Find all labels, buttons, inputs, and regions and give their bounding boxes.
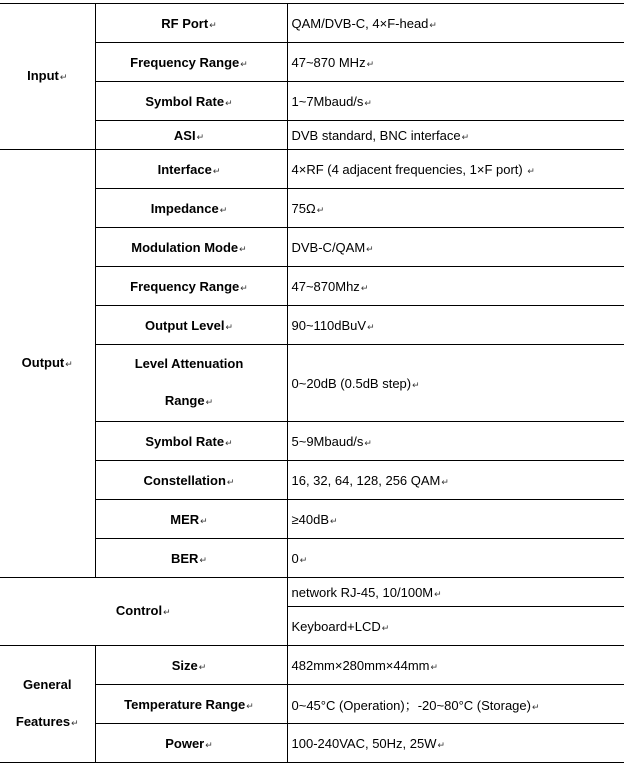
value-impedance bbox=[287, 189, 624, 228]
param-label: ASI bbox=[173, 127, 196, 143]
value-network bbox=[287, 578, 624, 607]
param-power bbox=[95, 724, 287, 763]
value-text: 47~870 MHz bbox=[291, 54, 366, 70]
value-text: 75Ω bbox=[291, 200, 316, 216]
param-symbol-rate bbox=[95, 422, 287, 461]
paragraph-mark: ↵ bbox=[461, 131, 470, 142]
value-text: network RJ-45, 10/100M bbox=[291, 584, 434, 600]
paragraph-mark: ↵ bbox=[225, 437, 233, 448]
value-frequency-range bbox=[287, 267, 624, 306]
value-text: DVB standard, BNC interface bbox=[291, 127, 461, 143]
paragraph-mark: ↵ bbox=[225, 321, 233, 332]
param-label: Interface bbox=[157, 161, 212, 177]
value-size bbox=[287, 646, 624, 685]
group-label: Control bbox=[115, 603, 163, 618]
param-label: Symbol Rate bbox=[145, 93, 225, 109]
value-text: 0 bbox=[291, 550, 299, 566]
paragraph-mark: ↵ bbox=[205, 397, 214, 407]
group-control bbox=[0, 578, 287, 646]
param-size bbox=[95, 646, 287, 685]
param-label: MER bbox=[170, 511, 200, 527]
value-text: 90~110dBuV bbox=[291, 317, 367, 333]
value-text: Keyboard+LCD bbox=[291, 618, 381, 634]
param-symbol-rate bbox=[95, 82, 287, 121]
paragraph-mark: ↵ bbox=[225, 97, 233, 108]
group-label: Input bbox=[27, 68, 59, 83]
param-label: Frequency Range bbox=[130, 278, 240, 294]
paragraph-mark: ↵ bbox=[239, 243, 247, 254]
param-constellation bbox=[95, 461, 287, 500]
table-row bbox=[0, 646, 624, 685]
param-temperature-range bbox=[95, 685, 287, 724]
group-label-line2: Features bbox=[15, 714, 71, 729]
param-interface bbox=[95, 150, 287, 189]
param-level-attenuation-range bbox=[95, 345, 287, 422]
paragraph-mark: ↵ bbox=[366, 243, 374, 254]
group-label-line1: General bbox=[23, 677, 72, 692]
value-text: 47~870Mhz bbox=[291, 278, 360, 294]
paragraph-mark: ↵ bbox=[429, 19, 437, 30]
value-symbol-rate bbox=[287, 82, 624, 121]
value-temperature-range bbox=[287, 685, 624, 724]
value-text: 1~7Mbaud/s bbox=[291, 93, 364, 109]
value-text: ≥40dB bbox=[291, 511, 329, 527]
param-label: RF Port bbox=[161, 15, 209, 31]
group-output bbox=[0, 150, 95, 578]
param-label: Modulation Mode bbox=[131, 239, 239, 255]
group-input bbox=[0, 4, 95, 150]
paragraph-mark: ↵ bbox=[200, 515, 208, 526]
value-symbol-rate bbox=[287, 422, 624, 461]
paragraph-mark: ↵ bbox=[240, 282, 248, 293]
paragraph-mark: ↵ bbox=[219, 204, 228, 215]
paragraph-mark: ↵ bbox=[330, 515, 338, 526]
value-text: DVB-C/QAM bbox=[291, 239, 366, 255]
param-label: Frequency Range bbox=[130, 54, 240, 70]
param-frequency-range bbox=[95, 267, 287, 306]
paragraph-mark: ↵ bbox=[430, 661, 439, 672]
paragraph-mark: ↵ bbox=[381, 622, 390, 633]
table-row bbox=[0, 150, 624, 189]
spec-table bbox=[0, 3, 624, 763]
param-label: Power bbox=[165, 735, 205, 751]
param-label-line2: Range bbox=[164, 393, 205, 408]
param-rf-port bbox=[95, 4, 287, 43]
value-level-attenuation-range bbox=[287, 345, 624, 422]
param-label-line1: Level Attenuation bbox=[134, 356, 244, 371]
paragraph-mark: ↵ bbox=[196, 131, 205, 142]
value-text: 482mm×280mm×44mm bbox=[291, 657, 430, 673]
value-text: QAM/DVB-C, 4×F-head bbox=[291, 15, 429, 31]
value-frequency-range bbox=[287, 43, 624, 82]
value-text: 100-240VAC, 50Hz, 25W bbox=[291, 735, 437, 751]
param-label: BER bbox=[171, 550, 199, 566]
paragraph-mark: ↵ bbox=[531, 701, 540, 712]
table-row bbox=[0, 4, 624, 43]
value-power bbox=[287, 724, 624, 763]
value-text: 5~9Mbaud/s bbox=[291, 433, 364, 449]
paragraph-mark: ↵ bbox=[364, 437, 372, 448]
value-ber bbox=[287, 539, 624, 578]
paragraph-mark: ↵ bbox=[437, 739, 446, 750]
group-general-features bbox=[0, 646, 95, 763]
param-impedance bbox=[95, 189, 287, 228]
value-text: 16, 32, 64, 128, 256 QAM bbox=[291, 472, 441, 488]
param-label: Temperature Range bbox=[124, 696, 246, 712]
value-text: 4×RF (4 adjacent frequencies, 1×F port) bbox=[291, 161, 523, 177]
value-output-level bbox=[287, 306, 624, 345]
param-output-level bbox=[95, 306, 287, 345]
paragraph-mark: ↵ bbox=[246, 700, 254, 711]
param-label: Symbol Rate bbox=[145, 433, 225, 449]
param-mer bbox=[95, 500, 287, 539]
value-interface bbox=[287, 150, 624, 189]
paragraph-mark: ↵ bbox=[360, 282, 369, 293]
paragraph-mark: ↵ bbox=[366, 58, 375, 69]
value-modulation-mode bbox=[287, 228, 624, 267]
value-constellation bbox=[287, 461, 624, 500]
paragraph-mark: ↵ bbox=[367, 321, 375, 332]
paragraph-mark: ↵ bbox=[412, 379, 420, 390]
param-label: Size bbox=[171, 657, 198, 673]
param-label: Constellation bbox=[143, 472, 226, 488]
paragraph-mark: ↵ bbox=[71, 718, 79, 728]
paragraph-mark: ↵ bbox=[434, 588, 442, 599]
value-mer bbox=[287, 500, 624, 539]
paragraph-mark: ↵ bbox=[209, 19, 217, 30]
paragraph-mark: ↵ bbox=[65, 359, 73, 369]
param-label: Output Level bbox=[145, 317, 225, 333]
value-asi bbox=[287, 121, 624, 150]
param-frequency-range bbox=[95, 43, 287, 82]
paragraph-mark: ↵ bbox=[59, 72, 68, 82]
paragraph-mark: ↵ bbox=[299, 554, 308, 565]
paragraph-mark: ↵ bbox=[212, 165, 221, 176]
paragraph-mark: ↵ bbox=[163, 607, 171, 617]
paragraph-mark: ↵ bbox=[316, 204, 325, 215]
param-modulation-mode bbox=[95, 228, 287, 267]
paragraph-mark: ↵ bbox=[240, 58, 248, 69]
paragraph-mark: ↵ bbox=[205, 739, 213, 750]
paragraph-mark: ↵ bbox=[527, 165, 535, 176]
paragraph-mark: ↵ bbox=[226, 476, 235, 487]
value-rf-port bbox=[287, 4, 624, 43]
param-asi bbox=[95, 121, 287, 150]
value-text: 0~20dB (0.5dB step) bbox=[291, 375, 412, 391]
paragraph-mark: ↵ bbox=[198, 661, 207, 672]
value-text: 0~45°C (Operation)；-20~80°C (Storage) bbox=[291, 697, 531, 713]
param-label: Impedance bbox=[150, 200, 219, 216]
paragraph-mark: ↵ bbox=[441, 476, 449, 487]
value-keyboard-lcd bbox=[287, 607, 624, 646]
param-ber bbox=[95, 539, 287, 578]
paragraph-mark: ↵ bbox=[199, 554, 207, 565]
table-row bbox=[0, 578, 624, 607]
group-label: Output bbox=[21, 355, 65, 370]
paragraph-mark: ↵ bbox=[364, 97, 372, 108]
